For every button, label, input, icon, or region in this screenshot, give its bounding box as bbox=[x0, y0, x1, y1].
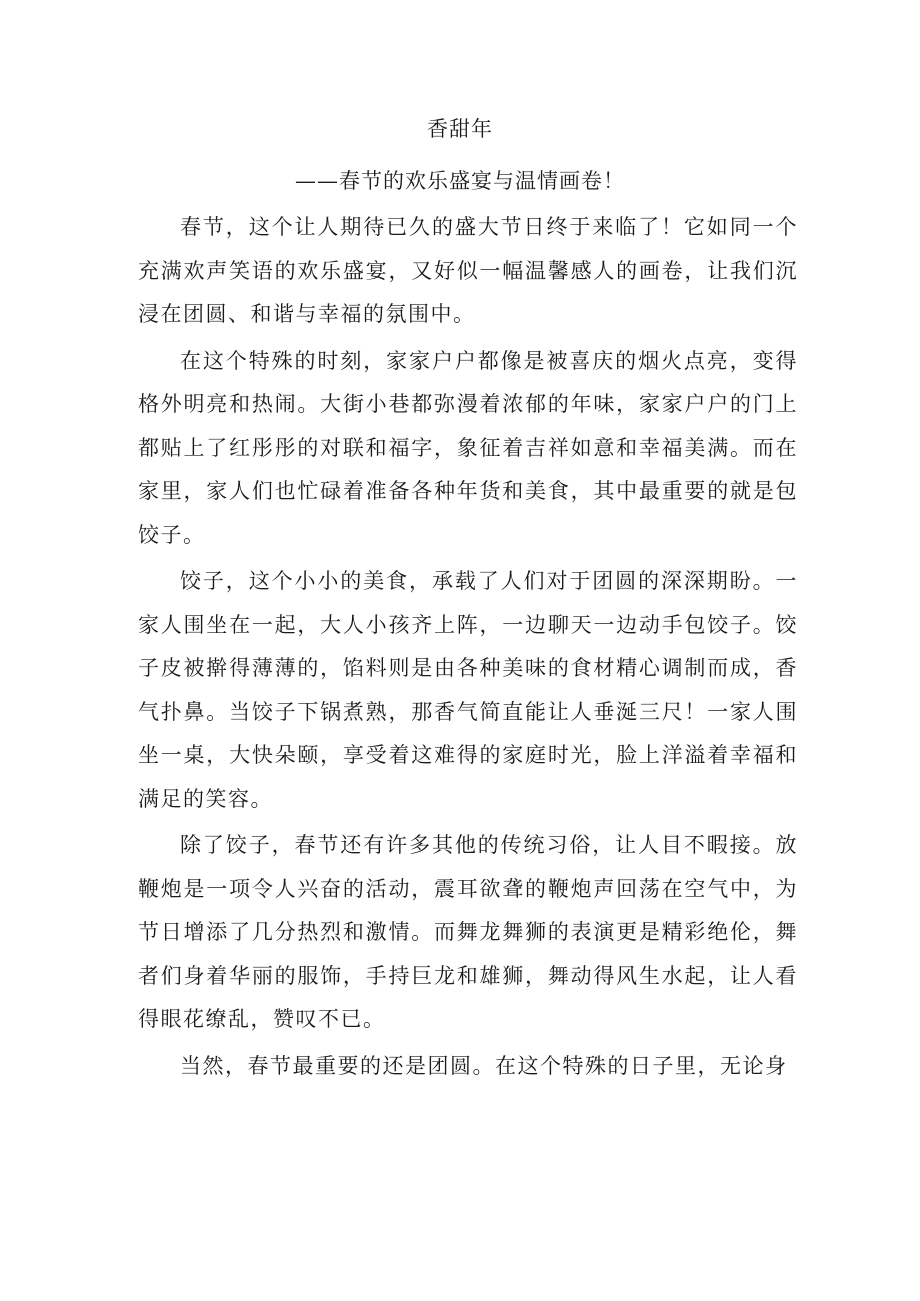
paragraph: 当然，春节最重要的还是团圆。在这个特殊的日子里，无论身 bbox=[180, 1053, 788, 1078]
paragraph: 除了饺子，春节还有许多其他的传统习俗，让人目不暇接。放鞭炮是一项令人兴奋的活动，震耳欲聋的鞭炮声回荡在空气中，为节日增添了几分热烈和激情。而舞龙舞狮的表演更是精彩绝伦，舞者们身着华丽的服饰，手持巨龙和雄狮，舞动得风生水起，让人看得眼花缭乱，赞叹不已。 bbox=[138, 833, 798, 1031]
document-body bbox=[138, 206, 798, 1088]
paragraph: 饺子，这个小小的美食，承载了人们对于团圆的深深期盼。一家人围坐在一起，大人小孩齐上阵，一边聊天一边动手包饺子。饺子皮被擀得薄薄的，馅料则是由各种美味的食材精心调制而成，香气扑鼻。当饺子下锅煮熟，那香气简直能让人垂涎三尺！一家人围坐一桌，大快朵颐，享受着这难得的家庭时光，脸上洋溢着幸福和满足的笑容。 bbox=[138, 569, 798, 811]
document-title: 香甜年 bbox=[427, 117, 493, 141]
paragraph: 在这个特殊的时刻，家家户户都像是被喜庆的烟火点亮，变得格外明亮和热闹。大街小巷都弥漫着浓郁的年味，家家户户的门上都贴上了红彤彤的对联和福字，象征着吉祥如意和幸福美满。而在家里，家人们也忙碌着准备各种年货和美食，其中最重要的就是包饺子。 bbox=[138, 348, 798, 547]
document-subtitle: ——春节的欢乐盛宴与温情画卷！ bbox=[295, 169, 625, 193]
paragraph: 春节，这个让人期待已久的盛大节日终于来临了！它如同一个充满欢声笑语的欢乐盛宴，又好似一幅温馨感人的画卷，让我们沉浸在团圆、和谐与幸福的氛围中。 bbox=[138, 215, 798, 326]
